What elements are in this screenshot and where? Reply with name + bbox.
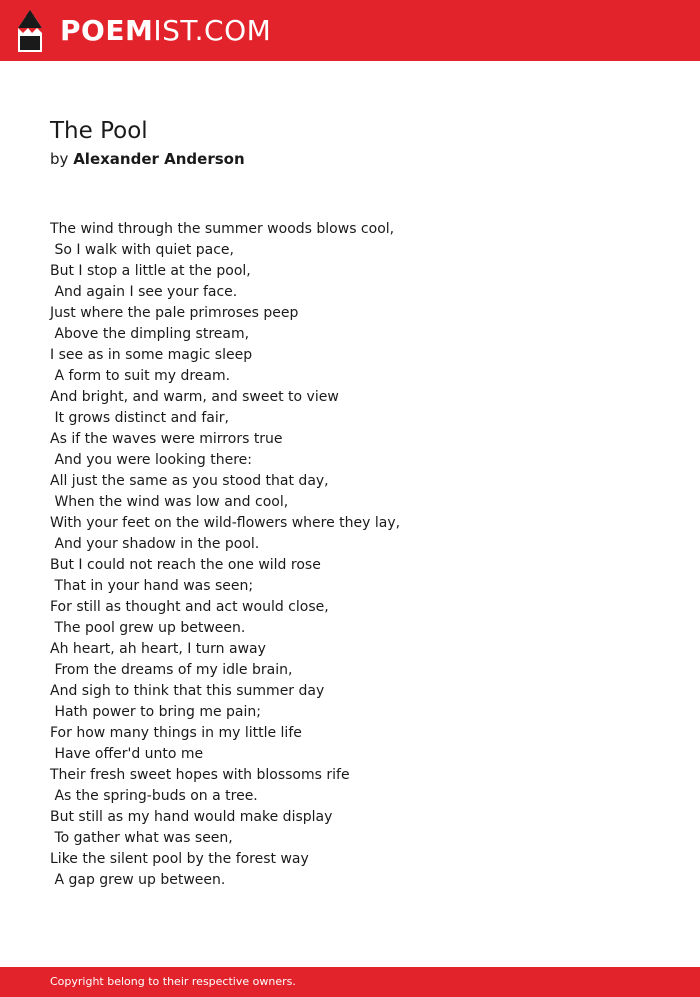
pencil-icon [18, 10, 42, 52]
poem-line: With your feet on the wild-flowers where they lay, [50, 515, 401, 531]
poem-line: That in your hand was seen; [50, 578, 254, 594]
poem-line: But I stop a little at the pool, [50, 263, 251, 279]
poem-line: Hath power to bring me pain; [50, 704, 261, 720]
poem-line: All just the same as you stood that day, [50, 473, 329, 489]
poem-author[interactable]: Alexander Anderson [73, 150, 245, 168]
poem-line: As if the waves were mirrors true [50, 431, 283, 447]
poem-line: Like the silent pool by the forest way [50, 851, 309, 867]
poem-line: And bright, and warm, and sweet to view [50, 389, 339, 405]
poem-line: Ah heart, ah heart, I turn away [50, 641, 266, 657]
poem-line: As the spring-buds on a tree. [50, 788, 258, 804]
poem-line: For still as thought and act would close, [50, 599, 329, 615]
poem-line: To gather what was seen, [50, 830, 233, 846]
poem-line: But still as my hand would make display [50, 809, 333, 825]
poem-line: The pool grew up between. [50, 620, 246, 636]
poem-line: And sigh to think that this summer day [50, 683, 325, 699]
poem-line: So I walk with quiet pace, [50, 242, 234, 258]
logo-light-text: IST.COM [153, 14, 272, 47]
poem-line: And again I see your face. [50, 284, 238, 300]
poem-line: Have offer'd unto me [50, 746, 204, 762]
poem-line: From the dreams of my idle brain, [50, 662, 293, 678]
poem-line: A gap grew up between. [50, 872, 226, 888]
poem-line: But I could not reach the one wild rose [50, 557, 321, 573]
site-logo[interactable] [18, 10, 271, 52]
poem-line: And your shadow in the pool. [50, 536, 260, 552]
poem-line: And you were looking there: [50, 452, 252, 468]
copyright-text: Copyright belong to their respective owners. [50, 975, 296, 988]
poem-title: The Pool [50, 118, 148, 144]
site-header [0, 0, 700, 61]
poem-line: A form to suit my dream. [50, 368, 231, 384]
poem-line: I see as in some magic sleep [50, 347, 253, 363]
poem-line: Their fresh sweet hopes with blossoms rife [50, 767, 350, 783]
poem-line: Just where the pale primroses peep [50, 305, 299, 321]
site-footer [0, 967, 700, 997]
poem-byline [50, 149, 245, 169]
site-logo-text [60, 10, 271, 52]
by-label: by [50, 150, 69, 168]
poem-line: It grows distinct and fair, [50, 410, 229, 426]
poem-line: Above the dimpling stream, [50, 326, 250, 342]
logo-bold-text: POEM [60, 14, 154, 47]
poem-line: For how many things in my little life [50, 725, 302, 741]
poem-body [50, 219, 400, 891]
poem-line: When the wind was low and cool, [50, 494, 289, 510]
poem-line: The wind through the summer woods blows cool, [50, 221, 395, 237]
